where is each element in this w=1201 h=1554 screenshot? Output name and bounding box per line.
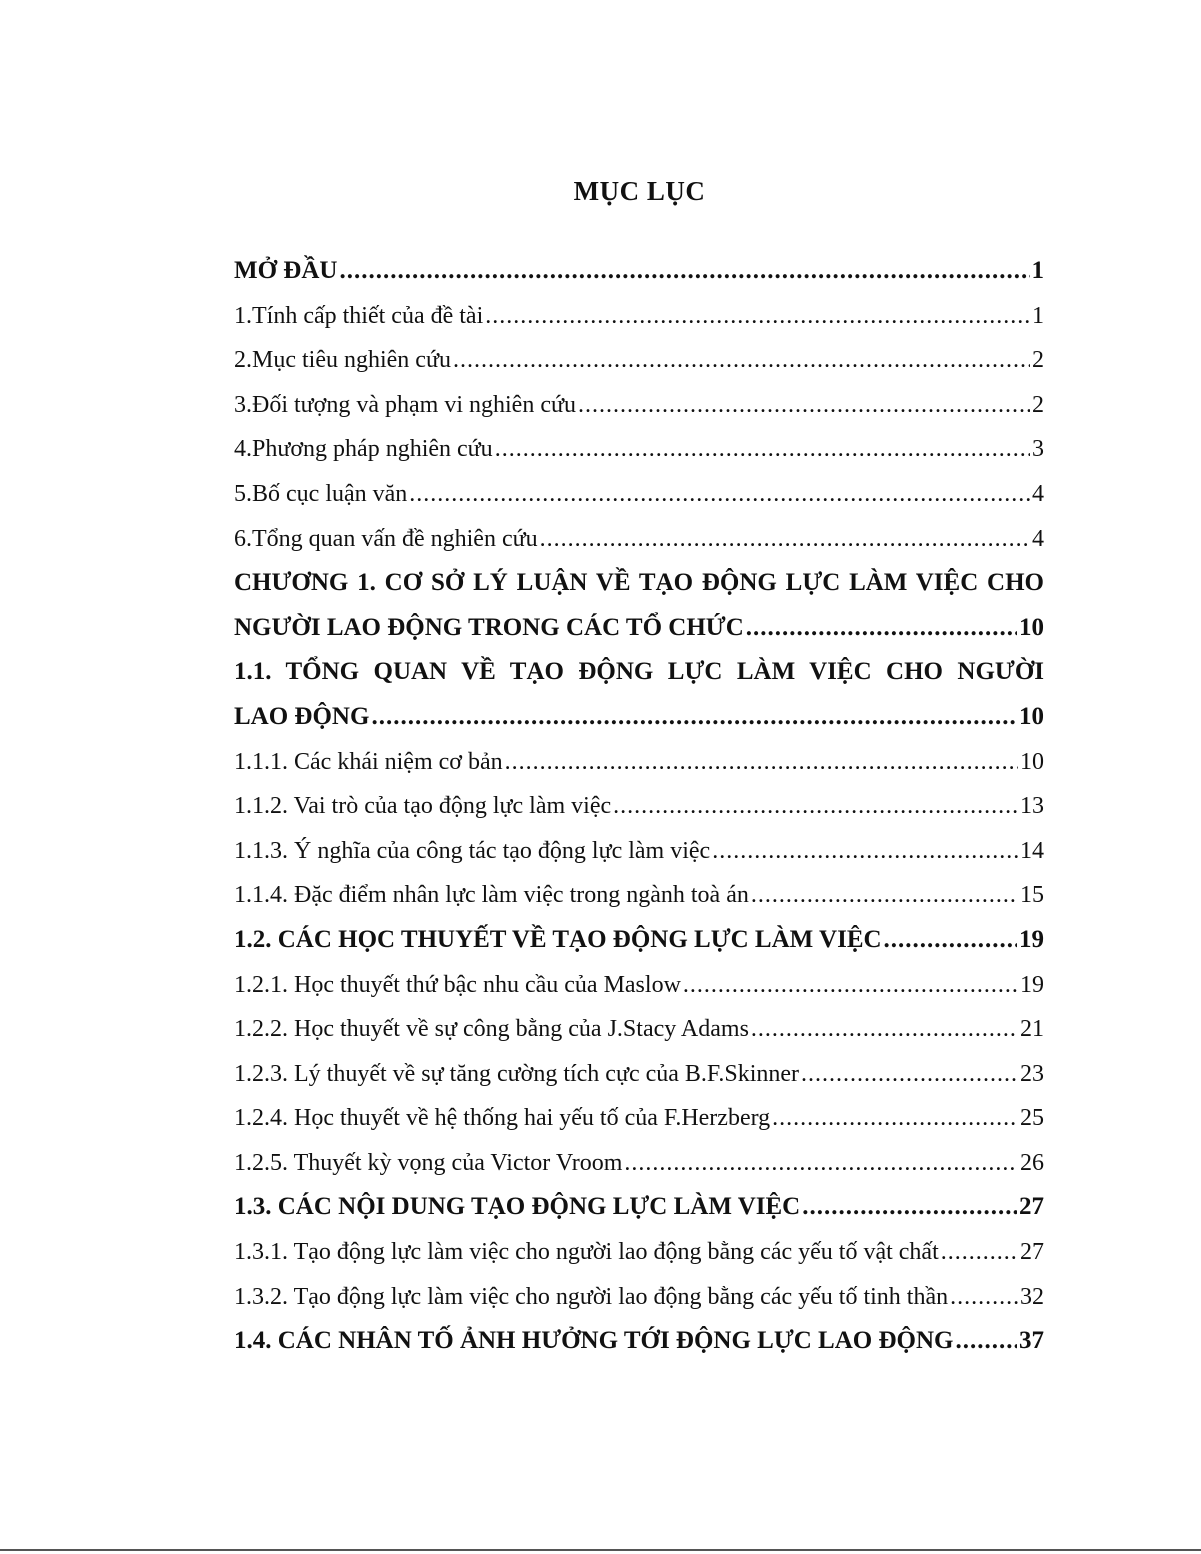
- toc-page-number: 1: [1032, 302, 1044, 329]
- toc-entry-label: 1.3.2. Tạo động lực làm việc cho người lao động bằng các yếu tố tinh thần: [234, 1283, 949, 1310]
- toc-entry-label: 1.2.4. Học thuyết về hệ thống hai yếu tố của F.Herzberg: [234, 1105, 771, 1132]
- toc-entry: [234, 740, 1044, 785]
- dot-leader: [751, 1007, 1018, 1052]
- toc-page-number: 37: [1019, 1327, 1044, 1355]
- dot-leader: [453, 338, 1030, 383]
- dot-leader: [802, 1185, 1017, 1230]
- toc-entry-section: [234, 1319, 1044, 1364]
- page-title: MỤC LỤC: [573, 176, 706, 206]
- dot-leader: [505, 740, 1018, 785]
- toc-entry: [234, 427, 1044, 472]
- dot-leader: [409, 472, 1030, 517]
- toc-entry-label: 2.Mục tiêu nghiên cứu: [234, 347, 451, 374]
- toc-page-number: 3: [1032, 436, 1044, 463]
- toc-page-number: 19: [1020, 971, 1044, 998]
- toc-entry-label: 6.Tổng quan vấn đề nghiên cứu: [234, 525, 538, 552]
- toc-page-number: 23: [1020, 1060, 1044, 1087]
- toc-entry-label-line1: 1.1. TỔNG QUAN VỀ TẠO ĐỘNG LỰC LÀM VIỆC CHO NGƯỜI: [234, 658, 1044, 686]
- toc-entry-label: 1.3. CÁC NỘI DUNG TẠO ĐỘNG LỰC LÀM VIỆC: [234, 1193, 801, 1221]
- toc-entry-label: 1.2. CÁC HỌC THUYẾT VỀ TẠO ĐỘNG LỰC LÀM VIỆC: [234, 925, 882, 953]
- toc-entry-label: 1.2.5. Thuyết kỳ vọng của Victor Vroom: [234, 1149, 623, 1176]
- toc-page-number: 27: [1020, 1239, 1044, 1266]
- dot-leader: [578, 383, 1030, 428]
- toc-page-number: 21: [1020, 1016, 1044, 1043]
- toc-entry: [234, 294, 1044, 339]
- toc-page-number: 10: [1019, 702, 1044, 730]
- toc-entry: [234, 472, 1044, 517]
- toc-page-number: 2: [1032, 391, 1044, 418]
- toc-entry-label: 1.4. CÁC NHÂN TỐ ẢNH HƯỞNG TỚI ĐỘNG LỰC LAO ĐỘNG: [234, 1327, 954, 1355]
- toc-entry-label: MỞ ĐẦU: [234, 257, 338, 284]
- dot-leader: [683, 963, 1018, 1008]
- toc-entry: [234, 249, 1044, 294]
- toc-page-number: 27: [1019, 1193, 1044, 1221]
- toc-entry: [234, 1096, 1044, 1141]
- dot-leader: [955, 1319, 1017, 1364]
- dot-leader: [712, 829, 1018, 874]
- toc-entry: [234, 873, 1044, 918]
- toc-entry-section: [234, 650, 1044, 739]
- toc-entry-label: 1.1.1. Các khái niệm cơ bản: [234, 748, 503, 775]
- toc-entry-label: 1.2.2. Học thuyết về sự công bằng của J.Stacy Adams: [234, 1016, 749, 1043]
- dot-leader: [746, 606, 1017, 651]
- dot-leader: [485, 294, 1030, 339]
- toc-entry-label: 1.2.1. Học thuyết thứ bậc nhu cầu của Maslow: [234, 971, 681, 998]
- toc-page-number: 10: [1020, 748, 1044, 775]
- toc-entry-label: 1.Tính cấp thiết của đề tài: [234, 302, 484, 329]
- toc-page-number: 26: [1020, 1149, 1044, 1176]
- toc-page-number: 13: [1020, 793, 1044, 820]
- toc-page-number: 4: [1032, 525, 1044, 552]
- dot-leader: [540, 517, 1030, 562]
- toc-entry: [234, 1230, 1044, 1275]
- toc-entry-label: 1.1.3. Ý nghĩa của công tác tạo động lực làm việc: [234, 837, 711, 864]
- toc-page-number: 4: [1032, 480, 1044, 507]
- toc-entry-chapter: [234, 561, 1044, 650]
- dot-leader: [950, 1275, 1018, 1320]
- toc-page-number: 1: [1031, 257, 1044, 284]
- toc-page-number: 14: [1020, 837, 1044, 864]
- toc-entry: [234, 1275, 1044, 1320]
- toc-page-number: 32: [1020, 1283, 1044, 1310]
- page-bottom-rule: [0, 1549, 1201, 1551]
- toc-entry-label: 1.1.4. Đặc điểm nhân lực làm việc trong ngành toà án: [234, 882, 749, 909]
- toc-page-number: 19: [1019, 925, 1044, 953]
- toc-entry-section: [234, 1185, 1044, 1230]
- toc-entry-label: 1.1.2. Vai trò của tạo động lực làm việc: [234, 793, 612, 820]
- toc-entry: [234, 1007, 1044, 1052]
- dot-leader: [941, 1230, 1018, 1275]
- toc-entry: [234, 1141, 1044, 1186]
- dot-leader: [801, 1052, 1018, 1097]
- toc-entry-label: 4.Phương pháp nghiên cứu: [234, 436, 493, 463]
- toc-entry-label: 3.Đối tượng và phạm vi nghiên cứu: [234, 391, 576, 418]
- toc-entry: [234, 784, 1044, 829]
- toc-entry: [234, 338, 1044, 383]
- dot-leader: [371, 695, 1017, 740]
- dot-leader: [613, 784, 1018, 829]
- dot-leader: [495, 427, 1030, 472]
- toc-entry: [234, 383, 1044, 428]
- toc-entry: [234, 517, 1044, 562]
- dot-leader: [884, 918, 1017, 963]
- toc-entry-label: 1.3.1. Tạo động lực làm việc cho người lao động bằng các yếu tố vật chất: [234, 1239, 939, 1266]
- toc-entry: [234, 963, 1044, 1008]
- dot-leader: [624, 1141, 1018, 1186]
- toc-page-number: 15: [1020, 882, 1044, 909]
- toc-entry-label: 1.2.3. Lý thuyết về sự tăng cường tích cực của B.F.Skinner: [234, 1060, 800, 1087]
- toc-entry: [234, 1052, 1044, 1097]
- toc-page-number: 25: [1020, 1105, 1044, 1132]
- toc-entry-label: LAO ĐỘNG: [234, 702, 370, 730]
- toc-entry: [234, 829, 1044, 874]
- toc-page-number: 10: [1019, 613, 1044, 641]
- table-of-contents: [234, 249, 1044, 1364]
- toc-entry-label: 5.Bố cục luận văn: [234, 480, 408, 507]
- toc-page-number: 2: [1032, 347, 1044, 374]
- dot-leader: [772, 1096, 1018, 1141]
- dot-leader: [339, 249, 1029, 294]
- toc-entry-label: NGƯỜI LAO ĐỘNG TRONG CÁC TỔ CHỨC: [234, 613, 744, 641]
- dot-leader: [751, 873, 1018, 918]
- toc-entry-section: [234, 918, 1044, 963]
- toc-entry-label-line1: CHƯƠNG 1. CƠ SỞ LÝ LUẬN VỀ TẠO ĐỘNG LỰC LÀM VIỆC CHO: [234, 569, 1044, 597]
